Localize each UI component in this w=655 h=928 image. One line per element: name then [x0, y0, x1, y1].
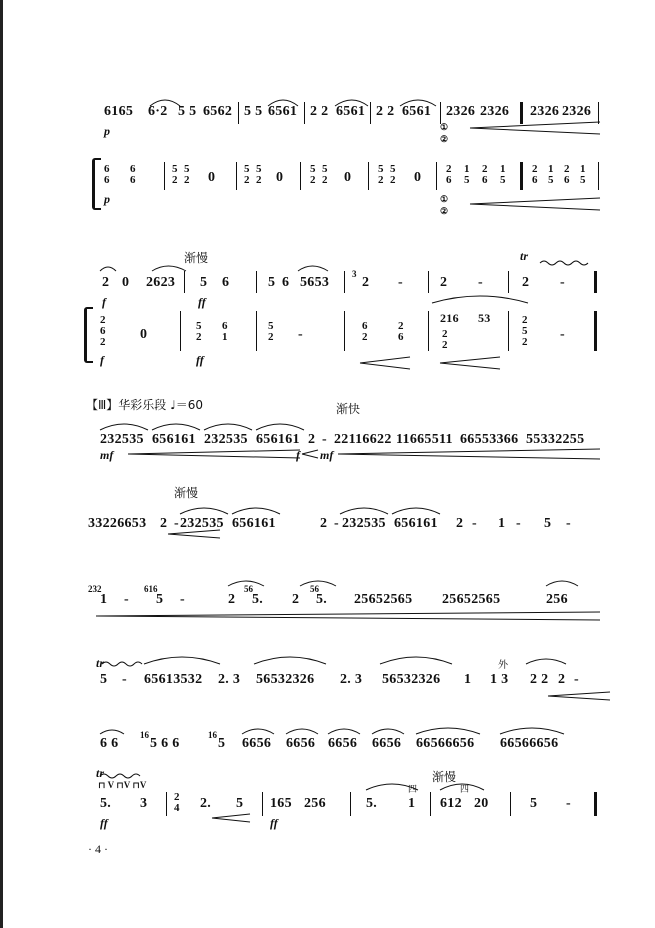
hold: -	[298, 327, 303, 342]
position-mark: 四	[408, 785, 418, 795]
bowing-marks: ⊓ V ⊓V ⊓V	[98, 780, 147, 790]
final-barline	[594, 311, 597, 351]
chord: 2 6	[398, 320, 404, 343]
barline	[344, 311, 345, 351]
hold: -	[398, 275, 403, 290]
note: 5.	[366, 796, 378, 811]
tempo-marking: 渐慢	[432, 770, 457, 784]
note: 2	[102, 275, 110, 290]
barline	[184, 271, 185, 293]
chord: 2 6	[532, 163, 538, 186]
tempo-marking: 渐慢	[184, 251, 209, 265]
note-group: 56532326	[382, 672, 441, 687]
barline	[508, 311, 509, 351]
note-group: 2326	[480, 104, 510, 119]
note-group: 6561	[336, 104, 366, 119]
barline	[256, 311, 257, 351]
grace-note: 616	[144, 584, 158, 594]
barline	[428, 311, 429, 351]
barline	[370, 102, 371, 124]
note-group: 53	[478, 311, 491, 325]
barline	[304, 102, 305, 124]
chord: 2 6 2	[100, 314, 106, 348]
position-mark: 四	[460, 785, 470, 795]
hold: -	[334, 516, 339, 531]
voice-marker: ②	[440, 206, 449, 216]
note: 5	[530, 796, 538, 811]
note: 5	[100, 672, 108, 687]
chord: 5 2	[172, 163, 178, 186]
barline	[510, 792, 511, 816]
note-group: 2326	[530, 104, 560, 119]
barline	[262, 792, 263, 816]
voice-marker: ②	[440, 134, 449, 144]
dynamic-mark: f	[296, 448, 300, 462]
barline	[508, 271, 509, 293]
hold: -	[478, 275, 483, 290]
note-group: 5 5	[178, 104, 197, 119]
note-group: 6656	[286, 736, 316, 751]
barline	[236, 162, 237, 190]
note: 1	[408, 796, 416, 811]
rest: 0	[344, 170, 352, 185]
grace-note: 232	[88, 584, 102, 594]
chord: 5 2	[322, 163, 328, 186]
note-group: 1 3	[490, 672, 509, 687]
trill-mark: tr	[96, 766, 105, 780]
hold: -	[472, 516, 477, 531]
chord: 1 5	[500, 163, 506, 186]
note: 5.	[316, 592, 328, 607]
note-group: 25652565	[354, 592, 413, 607]
repeat-barline	[520, 102, 523, 124]
note-group: 2 2	[530, 672, 549, 687]
note-group: 11665511	[396, 432, 453, 447]
barline	[440, 102, 441, 124]
barline	[598, 102, 599, 124]
chord: 6 6	[104, 163, 110, 186]
barline	[180, 311, 181, 351]
note-group: 256	[304, 796, 326, 811]
trill-mark: tr	[96, 656, 105, 670]
chord: 5 2	[268, 320, 274, 343]
final-barline	[594, 792, 597, 816]
hold: -	[566, 796, 571, 811]
note: 2	[362, 275, 370, 290]
rest: 0	[140, 327, 148, 342]
note: 1	[464, 672, 472, 687]
chord: 2 5 2	[522, 314, 528, 348]
note-group: 5653	[300, 275, 330, 290]
dynamic-mark: mf	[100, 448, 114, 462]
note-group: 6656	[328, 736, 358, 751]
hold: -	[574, 672, 579, 687]
note-group: 2 2	[376, 104, 395, 119]
hold: -	[566, 516, 571, 531]
note-group: 2623	[146, 275, 176, 290]
note: 6	[222, 275, 230, 290]
note-group: 2326	[562, 104, 592, 119]
grace-note: 3	[352, 269, 357, 279]
note: 2	[440, 275, 448, 290]
note-group: 20	[474, 796, 489, 811]
note: 5	[200, 275, 208, 290]
chord: 2 2	[442, 328, 448, 351]
dynamic-mark: ff	[198, 295, 206, 309]
note: 1	[498, 516, 506, 531]
note: 5	[236, 796, 244, 811]
barline	[164, 162, 165, 190]
repeat-barline	[520, 162, 523, 190]
rest: 0	[276, 170, 284, 185]
barline	[368, 162, 369, 190]
dynamic-mark: p	[104, 192, 110, 206]
note-group: 232535	[180, 516, 224, 531]
note-group: 66566656	[416, 736, 475, 751]
trill-mark: tr	[520, 249, 529, 263]
chord: 5 2	[390, 163, 396, 186]
chord: 5 2	[196, 320, 202, 343]
note: 2	[522, 275, 530, 290]
hold: -	[122, 672, 127, 687]
note-group: 232535	[100, 432, 144, 447]
dynamic-mark: ff	[270, 816, 278, 830]
barline	[428, 271, 429, 293]
note: 5	[218, 736, 226, 751]
chord: 5 2	[244, 163, 250, 186]
chord: 6 2	[362, 320, 368, 343]
dynamic-mark: f	[102, 295, 106, 309]
note-group: 22116622	[334, 432, 392, 447]
note-group: 6·2	[148, 104, 168, 119]
staff-brace	[92, 158, 101, 210]
chord: 1 5	[464, 163, 470, 186]
note-group: 2 2	[310, 104, 329, 119]
system-2-slurs	[0, 245, 655, 375]
grace-note: 16	[140, 730, 149, 740]
hold: -	[124, 592, 129, 607]
chord: 6 1	[222, 320, 228, 343]
note-group: 2326	[446, 104, 476, 119]
tempo-marking: 渐快	[336, 402, 361, 416]
note-group: 256	[546, 592, 568, 607]
note-group: 33226653	[88, 516, 147, 531]
note: 5	[268, 275, 276, 290]
barline	[436, 162, 437, 190]
barline	[256, 271, 257, 293]
technique-mark: 外	[498, 660, 508, 671]
rest: 0	[208, 170, 216, 185]
final-barline	[594, 271, 597, 293]
note: 5.	[252, 592, 264, 607]
note: 3	[140, 796, 148, 811]
note-group: 5 5	[244, 104, 263, 119]
dynamic-mark: p	[104, 124, 110, 138]
note: 2	[320, 516, 328, 531]
note-group: 6165	[104, 104, 134, 119]
note-group: 2. 3	[218, 672, 241, 687]
note-group: 6 6	[100, 736, 119, 751]
note: 5.	[100, 796, 112, 811]
hold: -	[180, 592, 185, 607]
dynamic-mark: ff	[100, 816, 108, 830]
tempo-marking: 渐慢	[174, 486, 199, 500]
note-group: 232535	[204, 432, 248, 447]
grace-note: 16	[208, 730, 217, 740]
note: 2	[228, 592, 236, 607]
barline	[300, 162, 301, 190]
chord: 1 5	[548, 163, 554, 186]
note-group: 5 6 6	[150, 736, 180, 751]
note-group: 25652565	[442, 592, 501, 607]
barline	[350, 792, 351, 816]
note-group: 2. 3	[340, 672, 363, 687]
rest: 0	[122, 275, 130, 290]
chord: 2 6	[446, 163, 452, 186]
barline	[238, 102, 239, 124]
chord: 2 6	[482, 163, 488, 186]
chord: 6 6	[130, 163, 136, 186]
note: 2	[558, 672, 566, 687]
note-group: 656161	[152, 432, 196, 447]
note-group: 612	[440, 796, 462, 811]
note: 2	[160, 516, 168, 531]
chord: 5 2	[310, 163, 316, 186]
note: 5	[156, 592, 164, 607]
grace-note: 56	[310, 584, 319, 594]
note: 2	[308, 432, 316, 447]
note-group: 656161	[394, 516, 438, 531]
note-group: 66566656	[500, 736, 559, 751]
note-group: 6561	[402, 104, 432, 119]
hold: -	[560, 275, 565, 290]
grace-note: 56	[244, 584, 253, 594]
note-group: 6561	[268, 104, 298, 119]
barline	[344, 271, 345, 293]
staff-brace	[84, 307, 93, 363]
note: 5	[544, 516, 552, 531]
note-group: 6656	[242, 736, 272, 751]
note-group: 6656	[372, 736, 402, 751]
chord: 5 2	[184, 163, 190, 186]
chord: 5 2	[256, 163, 262, 186]
dynamic-mark: mf	[320, 448, 334, 462]
hold: -	[560, 327, 565, 342]
note: 1	[100, 592, 108, 607]
barline	[598, 162, 599, 190]
chord: 2 6	[564, 163, 570, 186]
note-group: 656161	[256, 432, 300, 447]
dynamic-mark: f	[100, 353, 104, 367]
note-group: 6562	[203, 104, 233, 119]
time-signature: 2 4	[174, 791, 180, 814]
voice-marker: ①	[440, 122, 449, 132]
hold: -	[174, 516, 179, 531]
hold: -	[322, 432, 327, 447]
note-group: 55332255	[526, 432, 585, 447]
note-group: 165	[270, 796, 292, 811]
voice-marker: ①	[440, 194, 449, 204]
note-group: 216	[440, 311, 459, 325]
chord: 1 5	[580, 163, 586, 186]
page-number: · 4 ·	[88, 842, 108, 856]
note-group: 65613532	[144, 672, 203, 687]
note-group: 66553366	[460, 432, 519, 447]
note: 6	[282, 275, 290, 290]
note-group: 656161	[232, 516, 276, 531]
note: 2	[292, 592, 300, 607]
barline	[430, 792, 431, 816]
chord: 5 2	[378, 163, 384, 186]
barline	[166, 792, 167, 816]
section-heading: 【Ⅲ】华彩乐段 ♩＝60	[86, 398, 204, 412]
hold: -	[516, 516, 521, 531]
rest: 0	[414, 170, 422, 185]
note: 2	[456, 516, 464, 531]
note-group: 56532326	[256, 672, 315, 687]
note-group: 232535	[342, 516, 386, 531]
dynamic-mark: ff	[196, 353, 204, 367]
note: 2.	[200, 796, 212, 811]
